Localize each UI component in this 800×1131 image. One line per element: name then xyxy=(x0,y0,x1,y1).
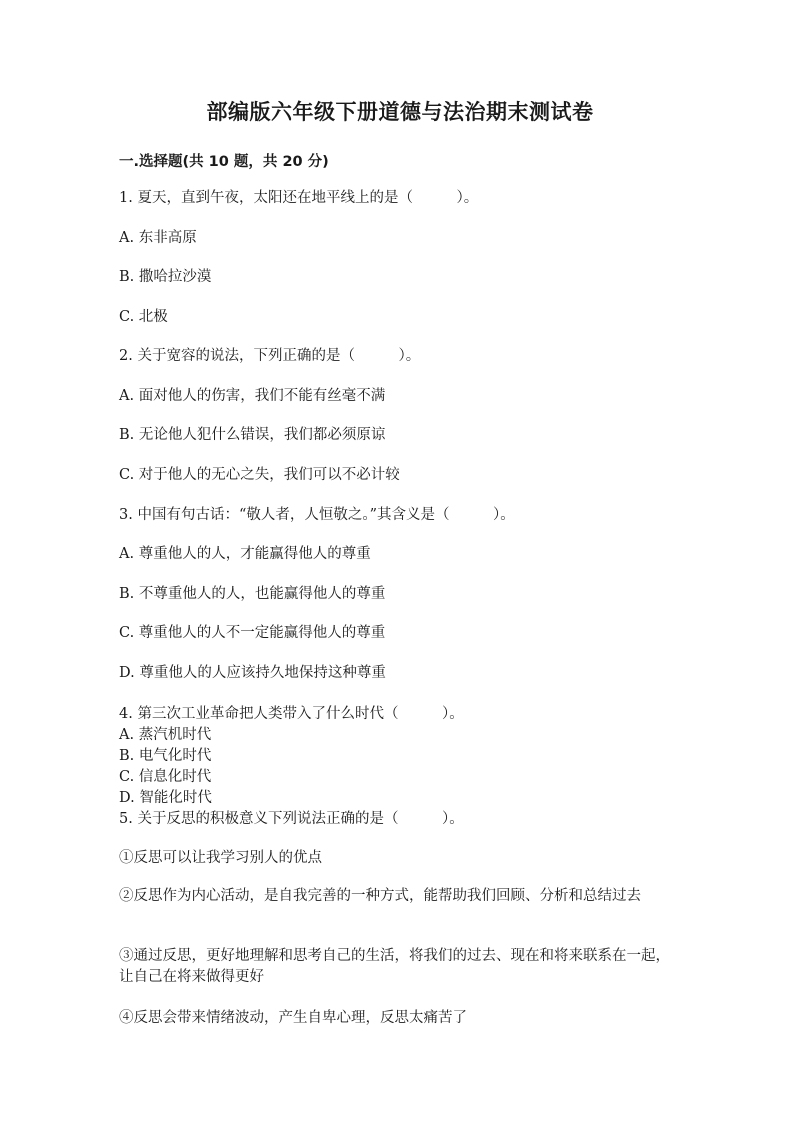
question-5-statement-3: ③通过反思，更好地理解和思考自己的生活，将我们的过去、现在和将来联系在一起，让自己在将来做得更好 xyxy=(119,948,670,985)
question-5-statement-4: ④反思会带来情绪波动，产生自卑心理，反思太痛苦了 xyxy=(119,1010,467,1026)
question-4-option-a: A. 蒸汽机时代 xyxy=(119,727,212,743)
question-2-stem: 2. 关于宽容的说法，下列正确的是（ ）。 xyxy=(119,348,421,364)
question-4-stem: 4. 第三次工业革命把人类带入了什么时代（ ）。 xyxy=(119,706,464,722)
question-5-statement-1: ①反思可以让我学习别人的优点 xyxy=(119,850,322,866)
question-1-option-a: A. 东非高原 xyxy=(119,230,197,246)
question-1-option-b: B. 撒哈拉沙漠 xyxy=(119,269,212,285)
page-title: 部编版六年级下册道德与法治期末测试卷 xyxy=(206,100,594,124)
question-3-option-b: B. 不尊重他人的人，也能赢得他人的尊重 xyxy=(119,586,386,602)
section-heading: 一.选择题(共 10 题，共 20 分) xyxy=(119,154,329,170)
question-5-stem: 5. 关于反思的积极意义下列说法正确的是（ ）。 xyxy=(119,811,464,827)
question-1-stem: 1. 夏天，直到午夜，太阳还在地平线上的是（ ）。 xyxy=(119,190,479,206)
question-2-option-a: A. 面对他人的伤害，我们不能有丝毫不满 xyxy=(119,388,386,404)
question-3-stem: 3. 中国有句古话：“敬人者，人恒敬之。”其含义是（ ）。 xyxy=(119,507,515,523)
question-2-option-b: B. 无论他人犯什么错误，我们都必须原谅 xyxy=(119,427,386,443)
question-4-option-d: D. 智能化时代 xyxy=(119,790,212,806)
question-4-option-b: B. 电气化时代 xyxy=(119,748,212,764)
question-1-option-c: C. 北极 xyxy=(119,309,168,325)
question-3-option-c: C. 尊重他人的人不一定能赢得他人的尊重 xyxy=(119,625,386,641)
question-2-option-c: C. 对于他人的无心之失，我们可以不必计较 xyxy=(119,467,400,483)
question-4-option-c: C. 信息化时代 xyxy=(119,769,212,785)
question-5-statement-2: ②反思作为内心活动，是自我完善的一种方式，能帮助我们回顾、分析和总结过去 xyxy=(119,888,641,904)
question-3-option-d: D. 尊重他人的人应该持久地保持这种尊重 xyxy=(119,665,386,681)
question-3-option-a: A. 尊重他人的人，才能赢得他人的尊重 xyxy=(119,546,371,562)
